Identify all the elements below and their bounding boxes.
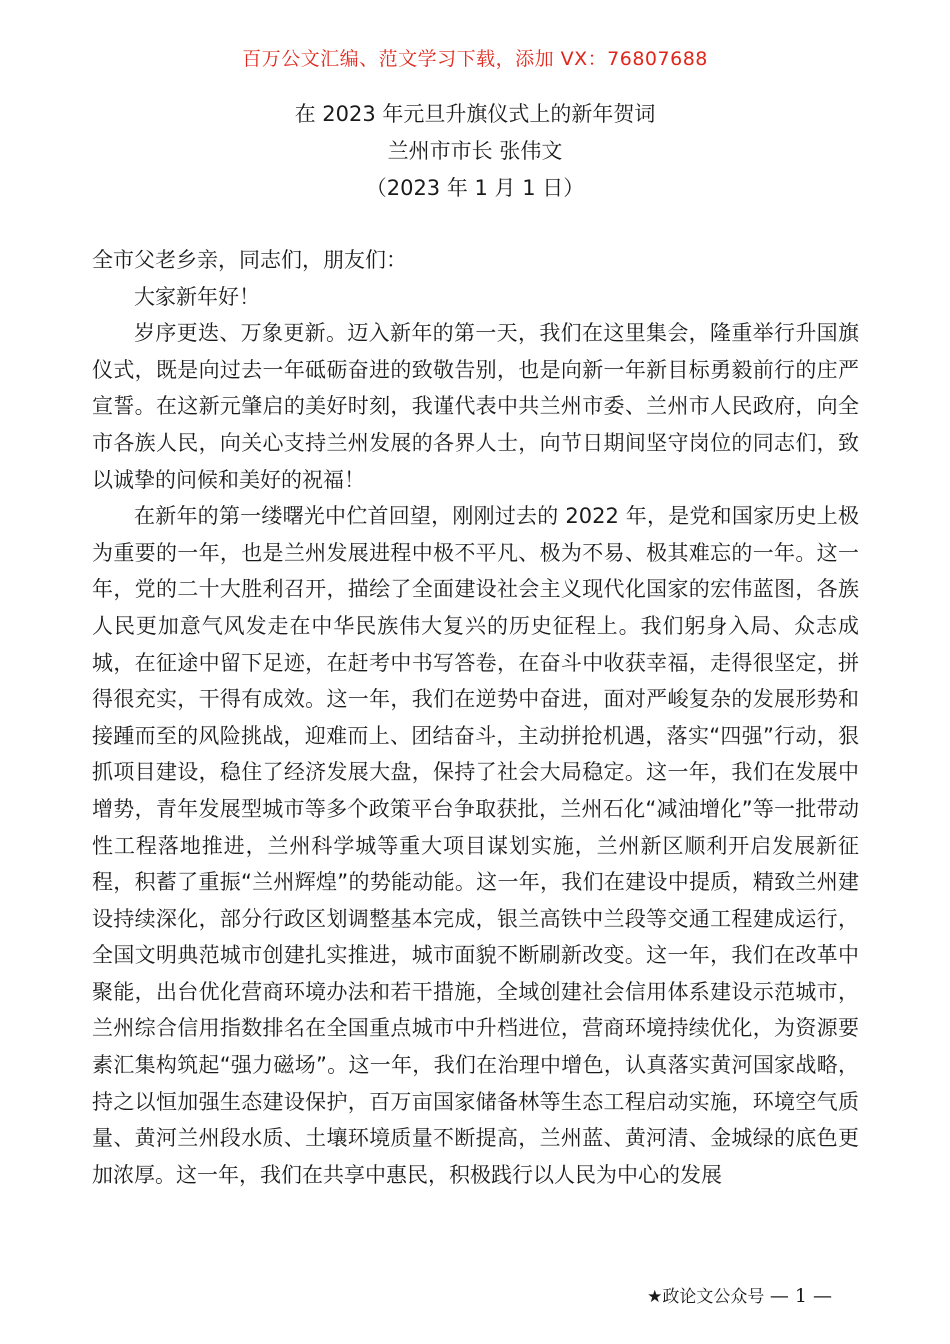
document-date: （2023 年 1 月 1 日） [365,176,585,200]
document-author: 兰州市市长 张伟文 [387,139,563,163]
page-footer [647,1283,832,1310]
paragraph-review: 在新年的第一缕曙光中伫首回望，刚刚过去的 2022 年，是党和国家历史上极为重要的一年，也是兰州发展进程中极不平凡、极为不易、极其难忘的一年。这一年，党的二十大胜利召开，描绘了全面建设社会主义现代化国家的宏伟蓝图，各族人民更加意气风发走在中华民族伟大复兴的历史征程上。我们躬身入局、众志成城，在征途中留下足迹，在赶考中书写答卷，在奋斗中收获幸福，走得很坚定，拼得很充实，干得有成效。这一年，我们在逆势中奋进，面对严峻复杂的发展形势和接踵而至的风险挑战，迎难而上、团结奋斗，主动拼抢机遇，落实“四强”行动，狠抓项目建设，稳住了经济发展大盘，保持了社会大局稳定。这一年，我们在发展中增势，青年发展型城市等多个政策平台争取获批，兰州石化“减油增化”等一批带动性工程落地推进，兰州科学城等重大项目谋划实施，兰州新区顺利开启发展新征程，积蓄了重振“兰州辉煌”的势能动能。这一年，我们在建设中提质，精致兰州建设持续深化，部分行政区划调整基本完成，银兰高铁中兰段等交通工程建成运行，全国文明典范城市创建扎实推进，城市面貌不断刷新改变。这一年，我们在改革中聚能，出台优化营商环境办法和若干措施，全域创建社会信用体系建设示范城市，兰州综合信用指数排名在全国重点城市中升档进位，营商环境持续优化，为资源要素汇集构筑起“强力磁场”。这一年，我们在治理中增色，认真落实黄河国家战略，持之以恒加强生态建设保护，百万亩国家储备林等生态工程启动实施，环境空气质量、黄河兰州段水质、土壤环境质量不断提高，兰州蓝、黄河清、金城绿的底色更加浓厚。这一年，我们在共享中惠民，积极践行以人民为中心的发展 [92,504,859,1187]
paragraph-greeting: 大家新年好！ [134,284,260,309]
footer-source: ★政论文公众号 [647,1287,765,1307]
document-body [92,242,859,1193]
document-title: 在 2023 年元旦升旗仪式上的新年贺词 [294,102,656,126]
title-block [0,96,950,207]
download-banner: 百万公文汇编、范文学习下载，添加 VX：76807688 [242,48,708,70]
page-number: — 1 — [769,1285,832,1307]
paragraph-opening: 岁序更迭、万象更新。迈入新年的第一天，我们在这里集会，隆重举行升国旗仪式，既是向过去一年砥砺奋进的致敬告别，也是向新一年新目标勇毅前行的庄严宣誓。在这新元肇启的美好时刻，我谨代表中共兰州市委、兰州市人民政府，向全市各族人民，向关心支持兰州发展的各界人士，向节日期间坚守岗位的同志们，致以诚挚的问候和美好的祝福！ [92,321,859,492]
salutation: 全市父老乡亲，同志们，朋友们： [92,248,407,272]
